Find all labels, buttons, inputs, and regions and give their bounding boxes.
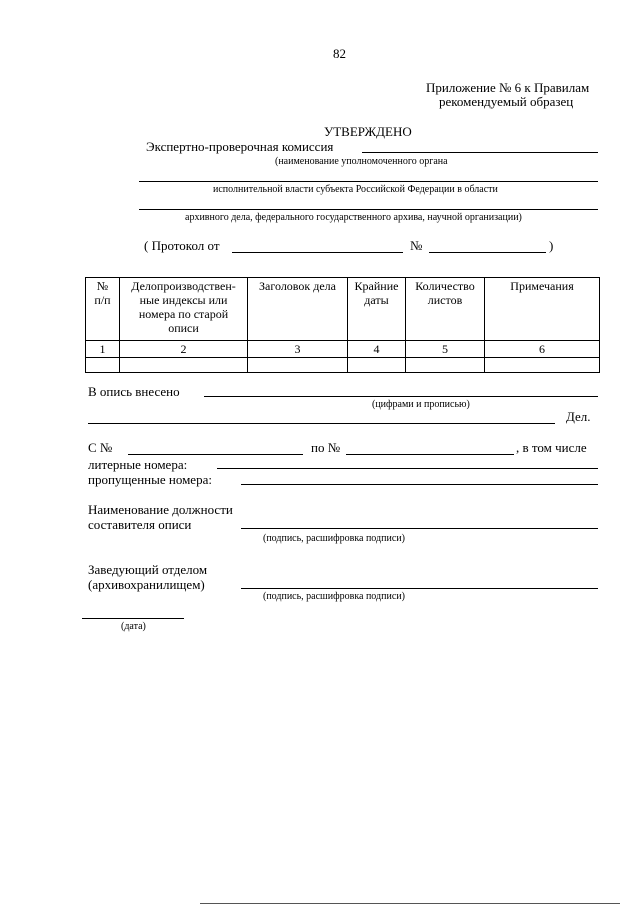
header-cell-number: № п/п (86, 278, 120, 341)
signature-hint-2: (подпись, расшифровка подписи) (263, 591, 405, 602)
column-number-cell: 5 (406, 341, 485, 358)
date-line[interactable] (82, 618, 184, 619)
header-cell-sheets: Количество листов (406, 278, 485, 341)
date-hint: (дата) (121, 621, 146, 632)
to-number-line[interactable] (346, 454, 514, 455)
protocol-number-line[interactable] (429, 252, 546, 253)
letter-numbers-line[interactable] (217, 468, 598, 469)
commission-line[interactable] (362, 152, 598, 153)
table-row[interactable] (86, 358, 600, 373)
column-number-cell: 2 (120, 341, 248, 358)
header-cell-dates: Крайние даты (348, 278, 406, 341)
protocol-date-line[interactable] (232, 252, 403, 253)
inventory-table (85, 277, 600, 373)
head-label-1: Заведующий отделом (88, 562, 208, 577)
compiler-signature-line[interactable] (241, 528, 598, 529)
including-label: , в том числе (516, 440, 587, 455)
protocol-close: ) (549, 238, 554, 253)
table-cell[interactable] (485, 358, 600, 373)
header-cell-indexes: Делопроизводствен- ные индексы или номера по старой описи (120, 278, 248, 341)
table-cell[interactable] (406, 358, 485, 373)
protocol-label: ( Протокол от (144, 238, 220, 253)
protocol-number-label: № (410, 238, 423, 253)
authority-hint-2: исполнительной власти субъекта Российской Федерации в области (213, 184, 498, 195)
letter-numbers-label: литерные номера: (88, 457, 188, 472)
commission-label: Экспертно-проверочная комиссия (146, 139, 334, 154)
authority-line-1[interactable] (139, 181, 598, 182)
table-cell[interactable] (348, 358, 406, 373)
column-number-cell: 1 (86, 341, 120, 358)
table-cell[interactable] (86, 358, 120, 373)
signature-hint-1: (подпись, расшифровка подписи) (263, 533, 405, 544)
position-label-2: составителя описи (88, 517, 192, 532)
authority-hint-1: (наименование уполномоченного органа (275, 156, 448, 167)
appendix-line-1: Приложение № 6 к Правилам (426, 80, 590, 95)
header-cell-title: Заголовок дела (248, 278, 348, 341)
table-cell[interactable] (248, 358, 348, 373)
page-number: 82 (333, 46, 346, 61)
authority-line-2[interactable] (139, 209, 598, 210)
appendix-line-2: рекомендуемый образец (439, 94, 574, 109)
table-header-row (86, 278, 600, 341)
skipped-numbers-line[interactable] (241, 484, 598, 485)
table-column-number-row (86, 341, 600, 358)
digits-hint: (цифрами и прописью) (372, 399, 470, 410)
table-cell[interactable] (120, 358, 248, 373)
column-number-cell: 6 (485, 341, 600, 358)
page-bottom-edge (200, 903, 620, 904)
column-number-cell: 3 (248, 341, 348, 358)
from-number-line[interactable] (128, 454, 303, 455)
entered-line[interactable] (204, 396, 598, 397)
head-signature-line[interactable] (241, 588, 598, 589)
authority-hint-3: архивного дела, федерального государственного архива, научной организации) (185, 212, 522, 223)
header-cell-notes: Примечания (485, 278, 600, 341)
from-number-label: С № (88, 440, 113, 455)
entered-label: В опись внесено (88, 384, 180, 399)
column-number-cell: 4 (348, 341, 406, 358)
skipped-numbers-label: пропущенные номера: (88, 472, 212, 487)
cases-label: Дел. (566, 409, 591, 424)
position-label-1: Наименование должности (88, 502, 233, 517)
approved-title: УТВЕРЖДЕНО (324, 124, 412, 139)
entered-line-2[interactable] (88, 423, 555, 424)
head-label-2: (архивохранилищем) (88, 577, 205, 592)
to-number-label: по № (311, 440, 341, 455)
